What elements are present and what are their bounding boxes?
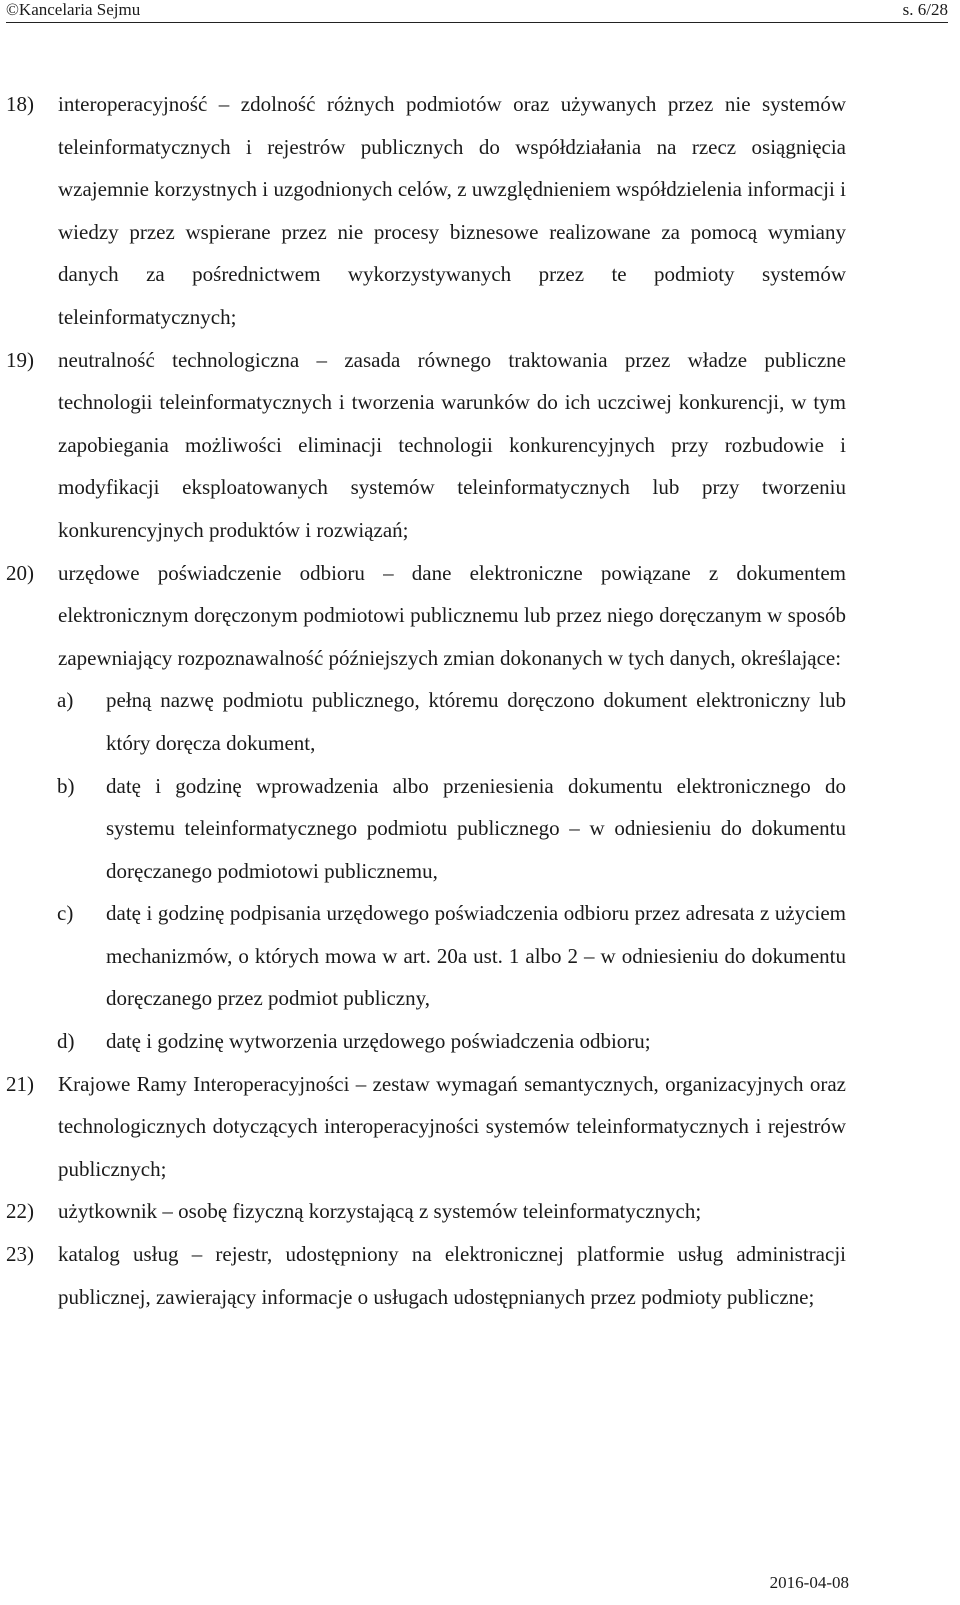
header-page-number: s. 6/28 bbox=[902, 0, 948, 19]
item-text: użytkownik – osobę fizyczną korzystającą z systemów teleinformatycznych; bbox=[58, 1199, 702, 1224]
definition-item-22 bbox=[0, 1190, 846, 1233]
item-number: 19) bbox=[6, 347, 34, 372]
item-number: 23) bbox=[6, 1242, 34, 1267]
definition-item-19 bbox=[0, 339, 846, 552]
subitem-letter: a) bbox=[57, 688, 74, 713]
header-copyright: ©Kancelaria Sejmu bbox=[6, 0, 141, 19]
definition-item-18 bbox=[0, 83, 846, 339]
subitem-a bbox=[0, 679, 846, 764]
item-text: neutralność technologiczna – zasada równego traktowania przez władze publiczne technologii teleinformatycznych i tworzenia warunków do ich uczciwej konkurencji, w tym zapobiegania możliwości eliminacji technologii konkurencyjnych przy rozbudowie i modyfikacji eksploatowanych systemów teleinformatycznych lub przy tworzeniu konkurencyjnych produktów i rozwiązań; bbox=[58, 347, 846, 542]
subitem-text: pełną nazwę podmiotu publicznego, któremu doręczono dokument elektroniczny lub który doręcza dokument, bbox=[106, 688, 846, 755]
subitem-letter: b) bbox=[57, 773, 75, 798]
subitem-c bbox=[0, 892, 846, 1020]
item-text: interoperacyjność – zdolność różnych podmiotów oraz używanych przez nie systemów teleinformatycznych i rejestrów publicznych do współdziałania na rzecz osiągnięcia wzajemnie korzystnych i uzgodnionych celów, z uwzględnieniem współdzielenia informacji i wiedzy przez wspierane przez nie procesy biznesowe realizowane za pomocą wymiany danych za pośrednictwem wykorzystywanych przez te podmioty systemów teleinformatycznych; bbox=[58, 92, 846, 329]
definition-item-20 bbox=[0, 552, 846, 680]
item-number: 22) bbox=[6, 1199, 34, 1224]
definition-item-21 bbox=[0, 1063, 846, 1191]
item-number: 18) bbox=[6, 92, 34, 116]
definition-item-23 bbox=[0, 1233, 846, 1318]
subitem-letter: c) bbox=[57, 901, 74, 926]
footer-date: 2016-04-08 bbox=[769, 1573, 849, 1592]
subitem-b bbox=[0, 765, 846, 893]
page-header bbox=[6, 0, 948, 23]
item-number: 21) bbox=[6, 1071, 34, 1096]
subitem-letter: d) bbox=[57, 1029, 75, 1054]
item-text: Krajowe Ramy Interoperacyjności – zestaw wymagań semantycznych, organizacyjnych oraz technologicznych dotyczących interoperacyjności systemów teleinformatycznych i rejestrów publicznych; bbox=[58, 1071, 846, 1181]
item-text: urzędowe poświadczenie odbioru – dane elektroniczne powiązane z dokumentem elektronicznym doręczonym podmiotowi publicznemu lub przez niego doręczanym w sposób zapewniający rozpoznawalność późniejszych zmian dokonanych w tych danych, określające: bbox=[58, 560, 846, 670]
item-text: katalog usług – rejestr, udostępniony na elektronicznej platformie usług administracji publicznej, zawierający informacje o usługach udostępnianych przez podmioty publiczne; bbox=[58, 1242, 846, 1309]
subitem-text: datę i godzinę wytworzenia urzędowego poświadczenia odbioru; bbox=[106, 1029, 651, 1054]
subitem-text: datę i godzinę wprowadzenia albo przeniesienia dokumentu elektronicznego do systemu teleinformatycznego podmiotu publicznego – w odniesieniu do dokumentu doręczanego podmiotowi publicznemu, bbox=[106, 773, 846, 883]
subitem-d bbox=[0, 1020, 846, 1063]
subitem-text: datę i godzinę podpisania urzędowego poświadczenia odbioru przez adresata z użyciem mechanizmów, o których mowa w art. 20a ust. 1 albo 2 – w odniesieniu do dokumentu doręczanego przez podmiot publiczny, bbox=[106, 901, 846, 1011]
document-body bbox=[0, 83, 960, 1318]
item-number: 20) bbox=[6, 560, 34, 585]
